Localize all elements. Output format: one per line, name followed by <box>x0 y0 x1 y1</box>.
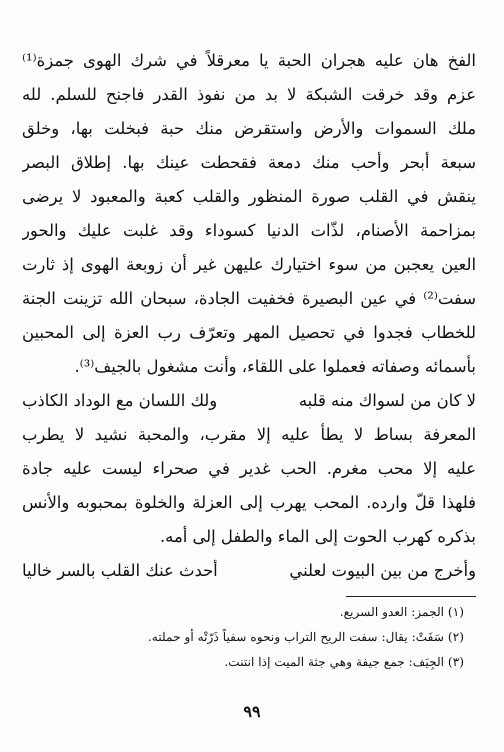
verse-second-hemistich: أحدث عنك القلب بالسر خاليا <box>22 561 218 580</box>
text-line: سفت⁽²⁾ في عين البصيرة فخفيت الجادة، سبحان الله تزينت الجنة <box>22 289 476 308</box>
text-line: سبعة أبحر وأحب منك دمعة فقحطت عينك بها. إطلاق البصر <box>22 153 476 172</box>
poem-verse <box>22 554 476 588</box>
poem-verse <box>22 384 476 418</box>
page-number: ٩٩ <box>243 702 261 721</box>
text-line: ينقش في القلب صورة المنظور والقلب كعبة والمعبود لا يرضى <box>22 187 476 206</box>
text-line: الفخ هان عليه هجران الحبة يا معرقلاً في شرك الهوى جمزة⁽¹⁾ <box>22 51 476 70</box>
footnotes <box>22 600 476 675</box>
text-line: بمزاحمة الأصنام، لذّات الدنيا كسوداء وقد غلبت عليك والحور <box>22 221 476 240</box>
text-line: فلهذا قلّ وارده. المحب يهرب إلى العزلة والخلوة بمحبوبه والأنس <box>22 493 476 512</box>
main-text <box>22 44 476 588</box>
text-line: عليه إلا محب مغرم. الحب غدير في صحراء ليست عليه جادة <box>22 459 476 478</box>
footnote: (٣) الجِيَف: جمع جيفة وهي جثة الميت إذا انتنت. <box>224 655 464 669</box>
verse-first-hemistich: وأخرج من بين البيوت لعلني <box>289 561 476 580</box>
text-line: المعرفة بساط لا يطأ عليه إلا مقرب، والمحبة نشيد لا يطرب <box>22 425 476 444</box>
verse-second-hemistich: ولك اللسان مع الوداد الكاذب <box>22 391 218 410</box>
text-line: عزم وقد خرقت الشبكة لا بد من نفوذ القدر فاجنح للسلم. لله <box>22 85 476 104</box>
footnote: (١) الجمز: العدو السريع. <box>339 605 464 619</box>
text-line: بذكره كهرب الحوت إلى الماء والطفل إلى أمه. <box>159 527 476 546</box>
footnote-separator <box>346 596 476 597</box>
text-line: بأسمائه وصفاته فعملوا على اللقاء، وأنت مشغول بالجيف⁽³⁾. <box>74 357 476 376</box>
text-line: للخطاب فجدوا في تحصيل المهر وتعرّف رب العزة إلى المحبين <box>22 323 476 342</box>
verse-first-hemistich: لا كان من لسواك منه قلبه <box>298 391 476 410</box>
text-line: العين يعجبن من سوء اختيارك عليهن غير أن زوبعة الهوى إذ ثارت <box>22 255 476 274</box>
text-line: ملك السموات والأرض واستقرض منك حبة فبخلت بها، وخلق <box>22 119 476 138</box>
footnote: (٢) سَفَتْ: يقال: سفت الريح التراب ونحوه سفياً ذَرّتْه أو حملته. <box>147 630 464 644</box>
